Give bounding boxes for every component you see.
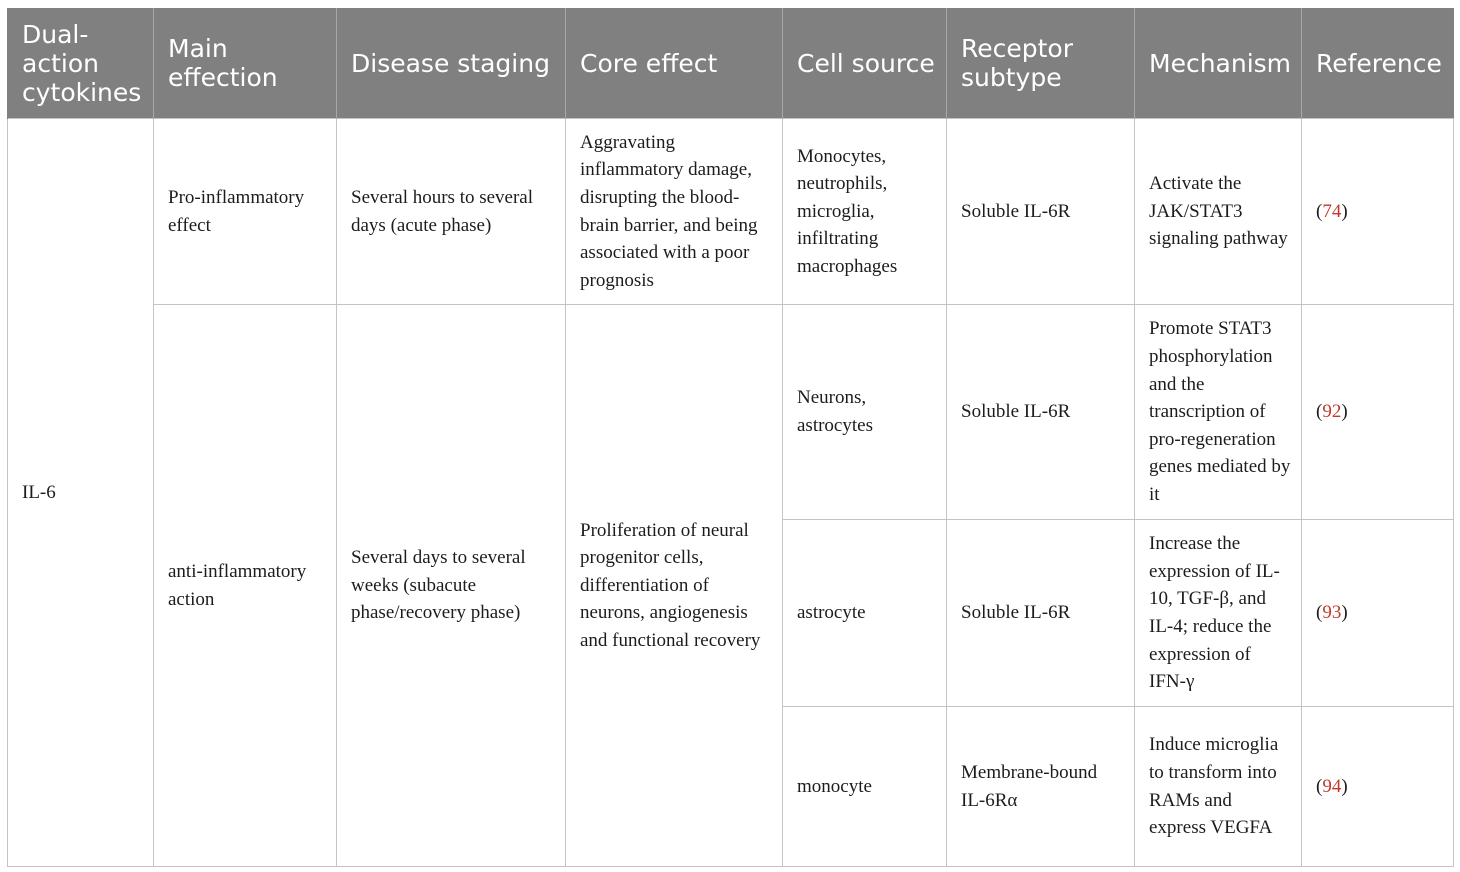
mechanism-cell: Increase the expression of IL-10, TGF-β, and IL-4; reduce the expression of IFN-γ: [1135, 520, 1302, 707]
cell-source-cell: Monocytes, neutrophils, microglia, infiltrating macrophages: [783, 119, 947, 305]
mechanism-cell: Activate the JAK/STAT3 signaling pathway: [1135, 119, 1302, 305]
cytokine-table: [7, 8, 1454, 867]
reference-cell: (94): [1302, 707, 1454, 867]
main-effection-cell: anti-inflammatory action: [154, 305, 337, 867]
reference-link[interactable]: 94: [1322, 775, 1342, 797]
table-row: [8, 305, 1454, 520]
cell-source-cell: monocyte: [783, 707, 947, 867]
header-core-effect: Core effect: [566, 8, 783, 119]
reference-link[interactable]: 74: [1322, 200, 1342, 222]
header-row: [8, 8, 1454, 119]
header-disease-staging: Disease staging: [337, 8, 566, 119]
header-cell-source: Cell source: [783, 8, 947, 119]
receptor-subtype-cell: Soluble IL-6R: [947, 119, 1135, 305]
receptor-subtype-cell: Soluble IL-6R: [947, 305, 1135, 520]
cell-source-cell: astrocyte: [783, 520, 947, 707]
core-effect-cell: Proliferation of neural progenitor cells, differentiation of neurons, angiogenesis and functional recovery: [566, 305, 783, 867]
reference-link[interactable]: 93: [1322, 602, 1342, 624]
main-effection-cell: Pro-inflammatory effect: [154, 119, 337, 305]
cell-source-cell: Neurons, astrocytes: [783, 305, 947, 520]
reference-cell: (93): [1302, 520, 1454, 707]
mechanism-cell: Induce microglia to transform into RAMs and express VEGFA: [1135, 707, 1302, 867]
header-receptor-subtype: Receptor subtype: [947, 8, 1135, 119]
header-mechanism: Mechanism: [1135, 8, 1302, 119]
reference-cell: (74): [1302, 119, 1454, 305]
reference-link[interactable]: 92: [1322, 401, 1342, 423]
disease-staging-cell: Several hours to several days (acute phase): [337, 119, 566, 305]
receptor-subtype-cell: Soluble IL-6R: [947, 520, 1135, 707]
receptor-subtype-cell: Membrane-bound IL-6Rα: [947, 707, 1135, 867]
header-reference: Reference: [1302, 8, 1454, 119]
core-effect-cell: Aggravating inflammatory damage, disrupting the blood-brain barrier, and being associated with a poor prognosis: [566, 119, 783, 305]
disease-staging-cell: Several days to several weeks (subacute phase/recovery phase): [337, 305, 566, 867]
header-dual-action-cytokines: Dual-action cytokines: [8, 8, 154, 119]
mechanism-cell: Promote STAT3 phosphorylation and the transcription of pro-regeneration genes mediated by it: [1135, 305, 1302, 520]
reference-cell: (92): [1302, 305, 1454, 520]
table-row: [8, 119, 1454, 305]
header-main-effection: Main effection: [154, 8, 337, 119]
cytokine-cell: IL-6: [8, 119, 154, 867]
